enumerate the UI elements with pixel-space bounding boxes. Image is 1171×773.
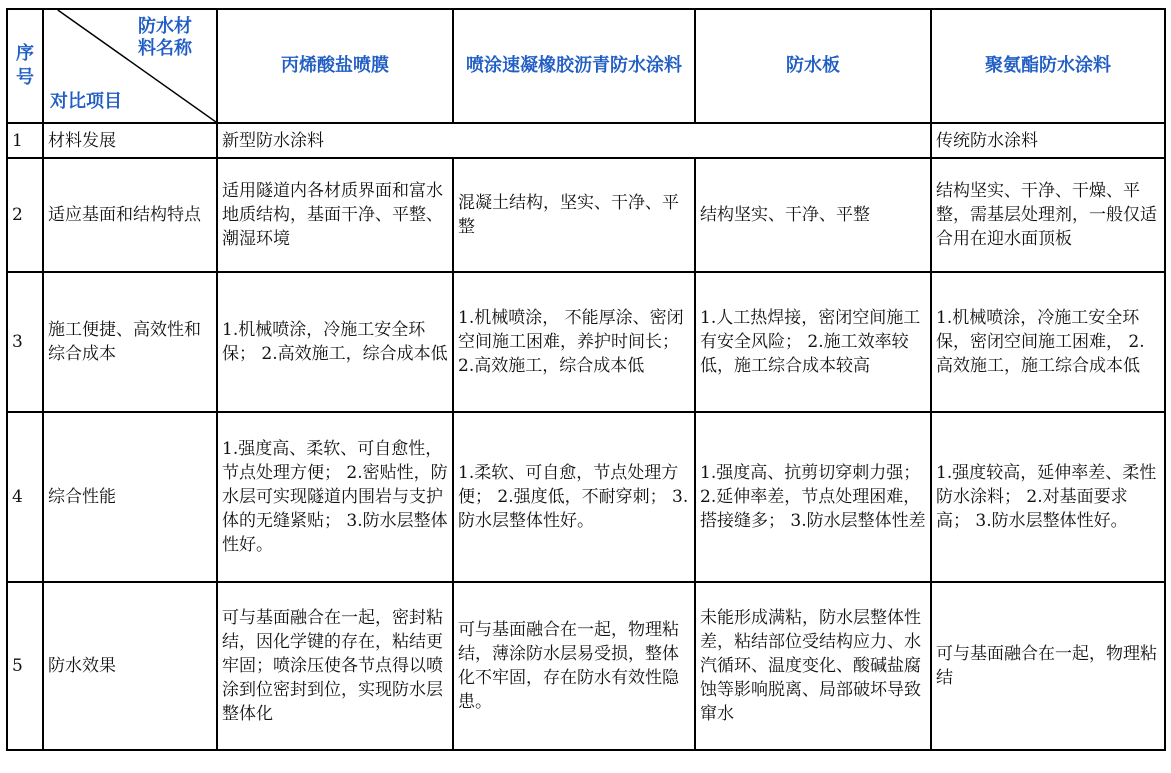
row-number: 2	[7, 158, 43, 272]
table-row	[7, 158, 1165, 272]
row-item: 适应基面和结构特点	[43, 158, 217, 272]
table-cell: 未能形成满粘，防水层整体性差，粘结部位受结构应力、水汽循环、温度变化、酸碱盐腐蚀等影响脱离、局部破坏导致窜水	[695, 582, 931, 750]
table-cell: 1.机械喷涂，冷施工安全环保，密闭空间施工困难， 2.高效施工，施工综合成本低	[931, 272, 1165, 412]
row-item: 材料发展	[43, 123, 217, 158]
material-name-line1: 防水材	[138, 16, 192, 37]
table-cell: 结构坚实、干净、干燥、平整，需基层处理剂，一般仅适合用在迎水面顶板	[931, 158, 1165, 272]
row-item: 防水效果	[43, 582, 217, 750]
group-new-coating: 新型防水涂料	[217, 123, 931, 158]
table-row	[7, 123, 1165, 158]
table-cell: 结构坚实、干净、平整	[695, 158, 931, 272]
table-cell: 可与基面融合在一起，物理粘结，薄涂防水层易受损，整体化不牢固，存在防水有效性隐患。	[453, 582, 695, 750]
seq-header: 序号	[7, 9, 43, 123]
header-row	[7, 9, 1165, 123]
compare-item-label: 对比项目	[50, 91, 122, 112]
table-cell: 适用隧道内各材质界面和富水地质结构，基面干净、平整、潮湿环境	[217, 158, 453, 272]
material-header-rubber-asphalt: 喷涂速凝橡胶沥青防水涂料	[453, 9, 695, 123]
material-header-polyurethane: 聚氨酯防水涂料	[931, 9, 1165, 123]
table-cell: 1.柔软、可自愈，节点处理方便； 2.强度低，不耐穿刺； 3.防水层整体性好。	[453, 412, 695, 582]
material-header-waterproof-board: 防水板	[695, 9, 931, 123]
table-cell: 1.机械喷涂，冷施工安全环保； 2.高效施工，综合成本低	[217, 272, 453, 412]
table-row	[7, 582, 1165, 750]
table-cell: 1.人工热焊接，密闭空间施工有安全风险； 2.施工效率较低，施工综合成本较高	[695, 272, 931, 412]
row-number: 4	[7, 412, 43, 582]
row-item: 综合性能	[43, 412, 217, 582]
table-cell: 可与基面融合在一起，密封粘结，因化学键的存在，粘结更牢固；喷涂压使各节点得以喷涂到位密封到位，实现防水层整体化	[217, 582, 453, 750]
table-row	[7, 272, 1165, 412]
table-cell: 混凝土结构，坚实、干净、平整	[453, 158, 695, 272]
table-cell: 1.机械喷涂， 不能厚涂、密闭空间施工困难，养护时间长； 2.高效施工，综合成本低	[453, 272, 695, 412]
row-number: 1	[7, 123, 43, 158]
table-cell: 1.强度较高，延伸率差、柔性防水涂料； 2.对基面要求高； 3.防水层整体性好。	[931, 412, 1165, 582]
table-cell: 可与基面融合在一起，物理粘结	[931, 582, 1165, 750]
material-name-line2: 料名称	[138, 38, 192, 59]
diagonal-header	[43, 9, 217, 123]
group-traditional-coating: 传统防水涂料	[931, 123, 1165, 158]
material-header-acrylate: 丙烯酸盐喷膜	[217, 9, 453, 123]
material-name-label	[138, 16, 192, 60]
table-row	[7, 412, 1165, 582]
row-number: 3	[7, 272, 43, 412]
row-item: 施工便捷、高效性和综合成本	[43, 272, 217, 412]
comparison-table	[6, 8, 1166, 751]
table-cell: 1.强度高、抗剪切穿刺力强； 2.延伸率差，节点处理困难，搭接缝多； 3.防水层整体性差	[695, 412, 931, 582]
row-number: 5	[7, 582, 43, 750]
table-cell: 1.强度高、柔软、可自愈性，节点处理方便； 2.密贴性，防水层可实现隧道内围岩与支护体的无缝紧贴； 3.防水层整体性好。	[217, 412, 453, 582]
